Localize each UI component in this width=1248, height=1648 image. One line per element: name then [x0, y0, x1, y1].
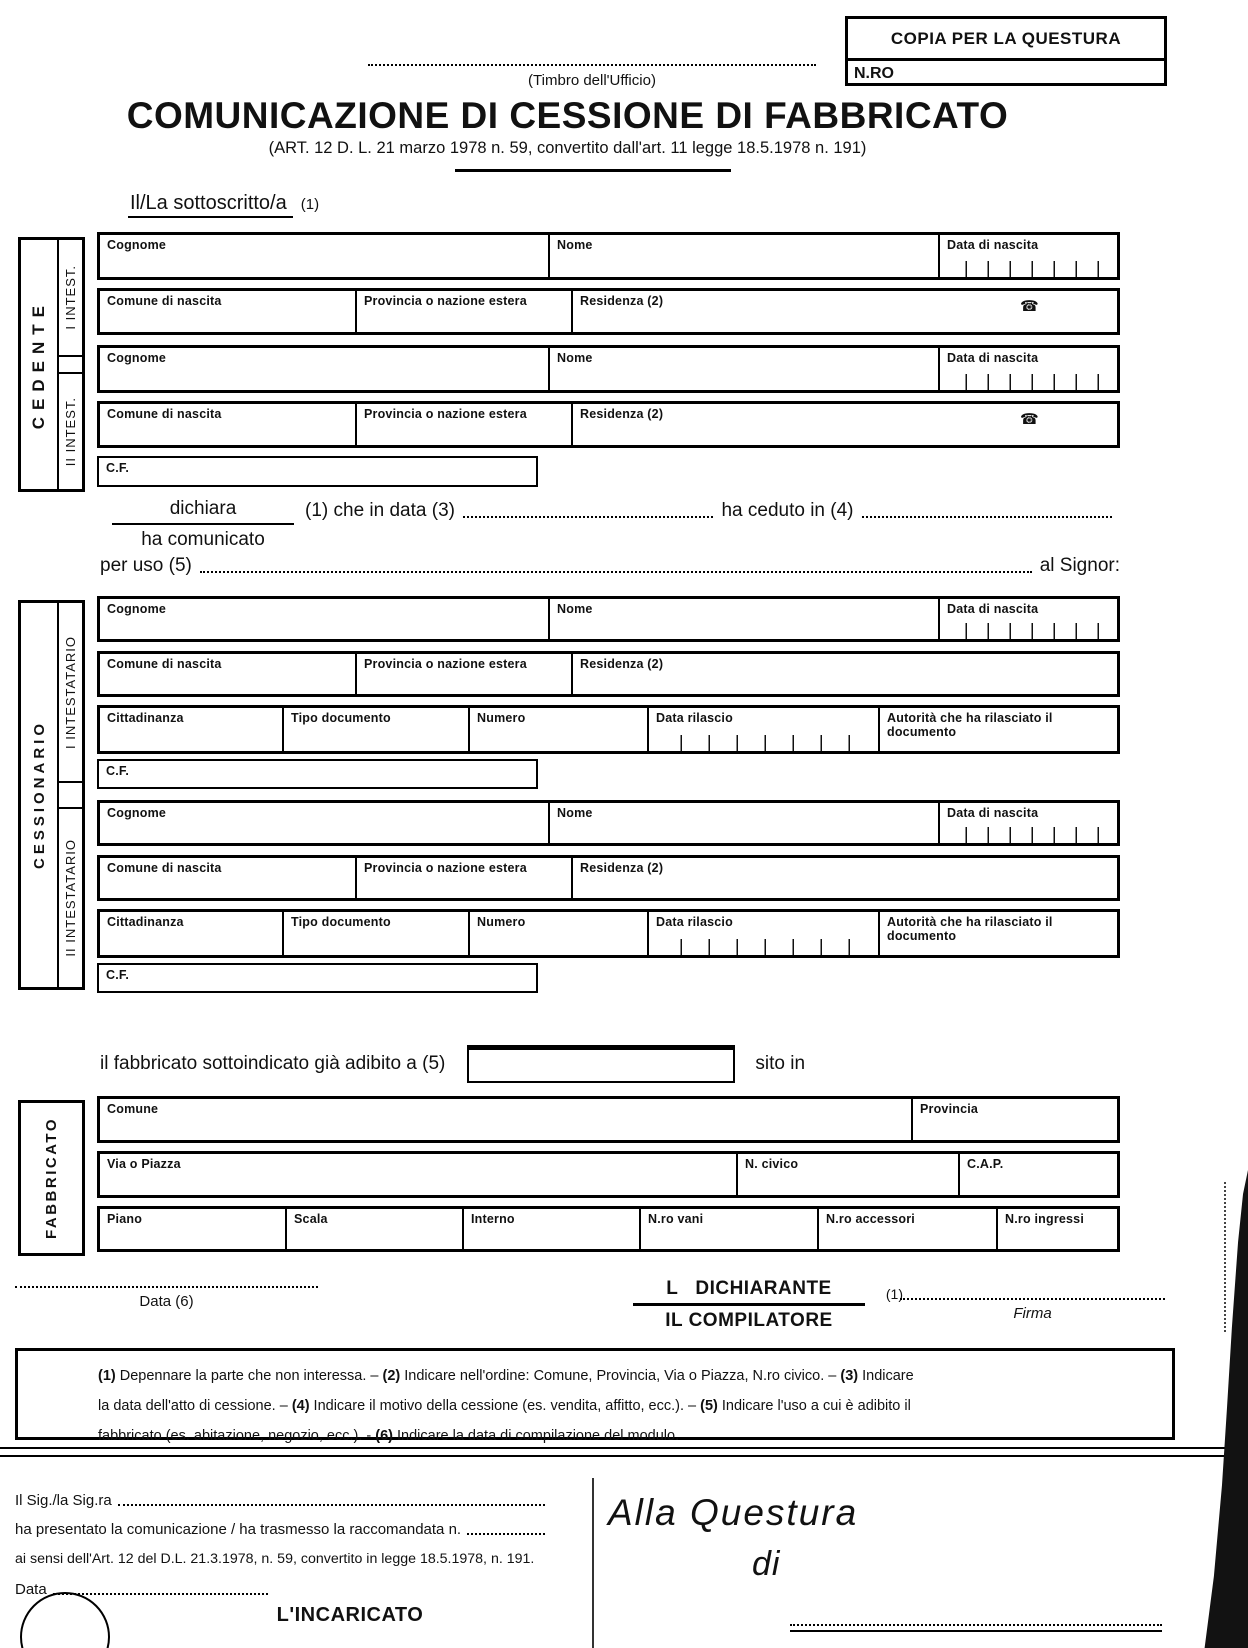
cedente1-residenza-field	[571, 291, 1117, 332]
date-ticks	[945, 261, 1113, 277]
date-blank	[53, 1593, 268, 1595]
ai-sensi-text: ai sensi dell'Art. 12 del D.L. 21.3.1978, n. 59, convertito in legge 18.5.1978, n. 191.	[15, 1551, 535, 1567]
cessionario1-data-rilascio-field	[647, 708, 878, 751]
nome-label: Nome	[557, 238, 593, 252]
questura-dotted-line	[790, 1624, 1162, 1626]
sottoscritto-label: Il/La sottoscritto/a	[128, 192, 293, 218]
cedente1-provincia-field	[355, 291, 571, 332]
cessionario-intestatari	[59, 603, 82, 987]
cessionario2-cognome-field	[100, 803, 548, 843]
cessionario1-residenza-field	[571, 654, 1117, 694]
name-blank	[118, 1504, 545, 1506]
cedente-label-cell	[21, 240, 59, 489]
via-piazza-label: Via o Piazza	[107, 1157, 181, 1171]
cittadinanza-label: Cittadinanza	[107, 915, 184, 929]
cessionario2-provincia-field	[355, 858, 571, 898]
declarant-signature-block	[633, 1278, 903, 1332]
uso-blank	[200, 571, 1032, 573]
footnote-text: la data dell'atto di cessione. –	[98, 1398, 292, 1414]
cessionario1-comune-nascita-field	[100, 654, 355, 694]
footnote-marker: (4)	[291, 1398, 310, 1414]
motivo-cessione-blank	[862, 516, 1113, 518]
data-nascita-label: Data di nascita	[947, 351, 1039, 365]
comune-nascita-label: Comune di nascita	[107, 294, 222, 308]
cessionario-label: CESSIONARIO	[30, 720, 48, 870]
nome-label: Nome	[557, 602, 593, 616]
separator-rule	[0, 1455, 1248, 1457]
subtitle-underline	[455, 169, 731, 172]
dichiarante-label: L DICHIARANTE	[666, 1278, 832, 1299]
column-divider	[592, 1478, 594, 1648]
interno-label: Interno	[471, 1212, 515, 1226]
per-uso-text: per uso (5)	[100, 555, 192, 576]
cittadinanza-label: Cittadinanza	[107, 711, 184, 725]
data-rilascio-label: Data rilascio	[656, 915, 733, 929]
cessionario2-cittadinanza-field	[100, 912, 282, 955]
stamp-caption: (Timbro dell'Ufficio)	[528, 72, 656, 89]
building-civico-field	[736, 1154, 958, 1195]
cedente1-data-nascita-field	[938, 235, 1117, 277]
receipt-block	[15, 1480, 545, 1598]
building-piano-field	[100, 1209, 285, 1249]
residenza-label: Residenza (2)	[580, 407, 664, 421]
separator-rule	[0, 1447, 1248, 1449]
building-scala-field	[285, 1209, 462, 1249]
dichiara-option: dichiara	[112, 498, 294, 525]
cap-label: C.A.P.	[967, 1157, 1004, 1171]
scan-artifact	[1186, 1170, 1248, 1648]
uso-fabbricato-box	[467, 1045, 735, 1083]
data6-label: Data (6)	[139, 1293, 194, 1310]
firma-area	[900, 1298, 1165, 1322]
cognome-label: Cognome	[107, 238, 167, 252]
nro-accessori-label: N.ro accessori	[826, 1212, 915, 1226]
building-cap-field	[958, 1154, 1117, 1195]
dichiarante-divider	[633, 1303, 865, 1306]
intro-line	[128, 192, 319, 215]
stamp-dotted-line	[368, 64, 816, 66]
provincia-label: Provincia	[920, 1102, 979, 1116]
residenza-label: Residenza (2)	[580, 861, 664, 875]
building-accessori-field	[817, 1209, 996, 1249]
cessionario1-document-row	[97, 705, 1120, 754]
presentato-text: ha presentato la comunicazione / ha trasmesso la raccomandata n.	[15, 1521, 462, 1538]
cedente1-identity-row	[97, 232, 1120, 280]
building-intro-line	[100, 1045, 805, 1083]
cf-label: C.F.	[106, 764, 130, 778]
data-nascita-label: Data di nascita	[947, 238, 1039, 252]
date-ticks	[945, 827, 1113, 843]
cessionario2-comune-nascita-field	[100, 858, 355, 898]
form-subtitle: (ART. 12 D. L. 21 marzo 1978 n. 59, convertito dall'art. 11 legge 18.5.1978 n. 191)	[268, 139, 867, 157]
footnote-text: Indicare la data di compilazione del modulo.	[397, 1428, 680, 1444]
cedente2-identity-row	[97, 345, 1120, 393]
scan-artifact-dots	[1224, 1182, 1226, 1332]
cedente2-residenza-field	[571, 404, 1117, 445]
ha-comunicato-option: ha comunicato	[141, 529, 265, 550]
cedente1-nome-field	[548, 235, 938, 277]
cessionario2-birth-row	[97, 855, 1120, 901]
cedente-ii-intest-label: II INTEST.	[63, 396, 78, 467]
cessionario-i-intestatario-label: I INTESTATARIO	[63, 635, 78, 749]
building-provincia-field	[911, 1099, 1117, 1140]
building-address-row	[97, 1151, 1120, 1198]
date-ticks	[945, 623, 1113, 639]
cedente1-cognome-field	[100, 235, 548, 277]
fabbricato-label-cell	[21, 1103, 82, 1253]
nome-label: Nome	[557, 351, 593, 365]
cedente-cf-field	[97, 456, 538, 487]
footnote-text: fabbricato (es. abitazione, negozio, ecc.). -	[98, 1428, 376, 1444]
date-blank-line	[15, 1286, 318, 1288]
data-rilascio-label: Data rilascio	[656, 711, 733, 725]
cessionario1-data-nascita-field	[938, 599, 1117, 639]
sito-in-text: sito in	[755, 1053, 806, 1074]
form-title: COMUNICAZIONE DI CESSIONE DI FABBRICATO	[126, 95, 1009, 136]
declaration-line	[305, 500, 1120, 522]
footnote-marker: (2)	[382, 1368, 401, 1384]
building-vani-field	[639, 1209, 817, 1249]
cessionario2-autorita-field	[878, 912, 1117, 955]
numero-label: Numero	[477, 711, 526, 725]
cedente2-birth-row	[97, 401, 1120, 448]
cognome-label: Cognome	[107, 806, 167, 820]
data-nascita-label: Data di nascita	[947, 806, 1039, 820]
sig-ra-label: Il Sig./la Sig.ra	[15, 1492, 112, 1509]
numero-label: Numero	[477, 915, 526, 929]
cedente2-data-nascita-field	[938, 348, 1117, 390]
che-in-data-text: (1) che in data (3)	[305, 500, 455, 521]
residenza-label: Residenza (2)	[580, 294, 664, 308]
autorita-label: Autorità che ha rilasciato il documento	[887, 915, 1053, 943]
questura-solid-line	[790, 1630, 1162, 1632]
footnote-line-2	[98, 1391, 977, 1421]
tipo-documento-label: Tipo documento	[291, 711, 391, 725]
cedente-i-intest-cell	[59, 240, 82, 357]
cessionario1-nome-field	[548, 599, 938, 639]
cedente-side-box	[18, 237, 85, 492]
incaricato-label: L'INCARICATO	[276, 1604, 424, 1626]
tipo-documento-label: Tipo documento	[291, 915, 391, 929]
cedente2-cognome-field	[100, 348, 548, 390]
footnote-marker: (5)	[700, 1398, 718, 1414]
nome-label: Nome	[557, 806, 593, 820]
cessionario-i-intestatario-cell	[59, 603, 82, 783]
cessionario2-data-rilascio-field	[647, 912, 878, 955]
date-ticks	[654, 939, 874, 955]
building-interno-field	[462, 1209, 639, 1249]
cedente2-comune-nascita-field	[100, 404, 355, 445]
provincia-nazione-label: Provincia o nazione estera	[364, 861, 527, 875]
cessionario2-residenza-field	[571, 858, 1117, 898]
phone-icon: ☎	[1020, 411, 1039, 428]
nro-vani-label: N.ro vani	[648, 1212, 704, 1226]
piano-label: Piano	[107, 1212, 143, 1226]
building-via-field	[100, 1154, 736, 1195]
cessionario2-cf-field	[97, 963, 538, 993]
cognome-label: Cognome	[107, 602, 167, 616]
cedente2-provincia-field	[355, 404, 571, 445]
cessionario-side-box	[18, 600, 85, 990]
date-ticks	[945, 374, 1113, 390]
fabbricato-side-box	[18, 1100, 85, 1256]
cessionario1-numero-field	[468, 708, 647, 751]
cf-label: C.F.	[106, 461, 130, 475]
cessionario2-tipo-documento-field	[282, 912, 468, 955]
footnote-text: Indicare il motivo della cessione (es. vendita, affitto, ecc.). –	[313, 1398, 701, 1414]
receipt-date-line	[15, 1569, 545, 1598]
footnote-text: Indicare	[862, 1368, 914, 1384]
copy-title: COPIA PER LA QUESTURA	[848, 19, 1164, 61]
residenza-label: Residenza (2)	[580, 657, 664, 671]
nro-label: N.RO	[854, 64, 894, 82]
comune-nascita-label: Comune di nascita	[107, 657, 222, 671]
footnotes-box	[15, 1348, 1175, 1444]
provincia-nazione-label: Provincia o nazione estera	[364, 407, 527, 421]
building-ingressi-field	[996, 1209, 1117, 1249]
footnote-marker: (3)	[840, 1368, 859, 1384]
cedente-ii-intest-cell	[59, 372, 82, 489]
provincia-nazione-label: Provincia o nazione estera	[364, 657, 527, 671]
cessionario1-cf-field	[97, 759, 538, 789]
per-uso-line	[100, 555, 1120, 577]
provincia-nazione-label: Provincia o nazione estera	[364, 294, 527, 308]
cessionario-ii-intestatario-label: II INTESTATARIO	[63, 838, 78, 957]
date-ticks	[654, 735, 874, 751]
firma-label: Firma	[1013, 1305, 1052, 1322]
questura-line-1: Alla Questura	[608, 1492, 859, 1533]
cessionario2-data-nascita-field	[938, 803, 1117, 843]
cessionario2-document-row	[97, 909, 1120, 958]
ha-ceduto-text: ha ceduto in (4)	[721, 500, 854, 521]
scala-label: Scala	[294, 1212, 328, 1226]
cedente1-comune-nascita-field	[100, 291, 355, 332]
cf-label: C.F.	[106, 968, 130, 982]
building-detail-row	[97, 1206, 1120, 1252]
footnote-text: Depennare la parte che non interessa. –	[119, 1368, 383, 1384]
building-intro-text: il fabbricato sottoindicato già adibito a (5)	[100, 1053, 446, 1074]
comune-nascita-label: Comune di nascita	[107, 407, 222, 421]
cessionario1-tipo-documento-field	[282, 708, 468, 751]
cessionario1-cognome-field	[100, 599, 548, 639]
firma-blank-line	[900, 1298, 1165, 1300]
dichiarante-note-ref: (1)	[885, 1286, 903, 1302]
cessionario2-identity-row	[97, 800, 1120, 846]
cedente-intestatari	[59, 240, 82, 489]
cognome-label: Cognome	[107, 351, 167, 365]
receipt-line-2	[15, 1509, 545, 1538]
cessionario-label-cell	[21, 603, 59, 987]
comune-nascita-label: Comune di nascita	[107, 861, 222, 875]
cedente1-birth-row	[97, 288, 1120, 335]
cedente-label: CEDENTE	[29, 299, 48, 430]
data-cessione-blank	[463, 516, 714, 518]
compilatore-label: IL COMPILATORE	[665, 1309, 833, 1331]
cessionario1-birth-row	[97, 651, 1120, 697]
cessionario-ii-intestatario-cell	[59, 807, 82, 987]
cessionario2-nome-field	[548, 803, 938, 843]
cessionario1-provincia-field	[355, 654, 571, 694]
data-label: Data	[15, 1581, 47, 1598]
footnote-line-1	[98, 1361, 977, 1391]
phone-icon: ☎	[1020, 298, 1039, 315]
comune-label: Comune	[107, 1102, 159, 1116]
footnote-text: Indicare nell'ordine: Comune, Provincia, Via o Piazza, N.ro civico. –	[404, 1368, 841, 1384]
footnote-marker: (1)	[98, 1368, 116, 1384]
cessionario1-autorita-field	[878, 708, 1117, 751]
autorita-label: Autorità che ha rilasciato il documento	[887, 711, 1053, 739]
cedente-i-intest-label: I INTEST.	[63, 265, 78, 330]
cessionario1-identity-row	[97, 596, 1120, 642]
footnote-text: Indicare l'uso a cui è adibito il	[721, 1398, 911, 1414]
receipt-line-3	[15, 1538, 545, 1567]
cessionario1-cittadinanza-field	[100, 708, 282, 751]
cessionario2-numero-field	[468, 912, 647, 955]
stamp-circle	[20, 1592, 110, 1648]
raccomandata-blank	[467, 1533, 545, 1535]
receipt-line-1	[15, 1480, 545, 1509]
building-comune-field	[100, 1099, 911, 1140]
date-signature-area	[15, 1286, 318, 1310]
al-signor-text: al Signor:	[1039, 555, 1120, 576]
building-comune-row	[97, 1096, 1120, 1143]
data-nascita-label: Data di nascita	[947, 602, 1039, 616]
cedente2-nome-field	[548, 348, 938, 390]
note-ref-1: (1)	[300, 196, 320, 213]
declaration-options	[112, 498, 294, 551]
n-civico-label: N. civico	[745, 1157, 799, 1171]
fabbricato-label: FABBRICATO	[43, 1117, 60, 1239]
copy-for-questura-box	[845, 16, 1167, 86]
questura-line-2: di	[752, 1545, 781, 1583]
footnote-marker: (6)	[375, 1428, 393, 1444]
nro-ingressi-label: N.ro ingressi	[1005, 1212, 1085, 1226]
